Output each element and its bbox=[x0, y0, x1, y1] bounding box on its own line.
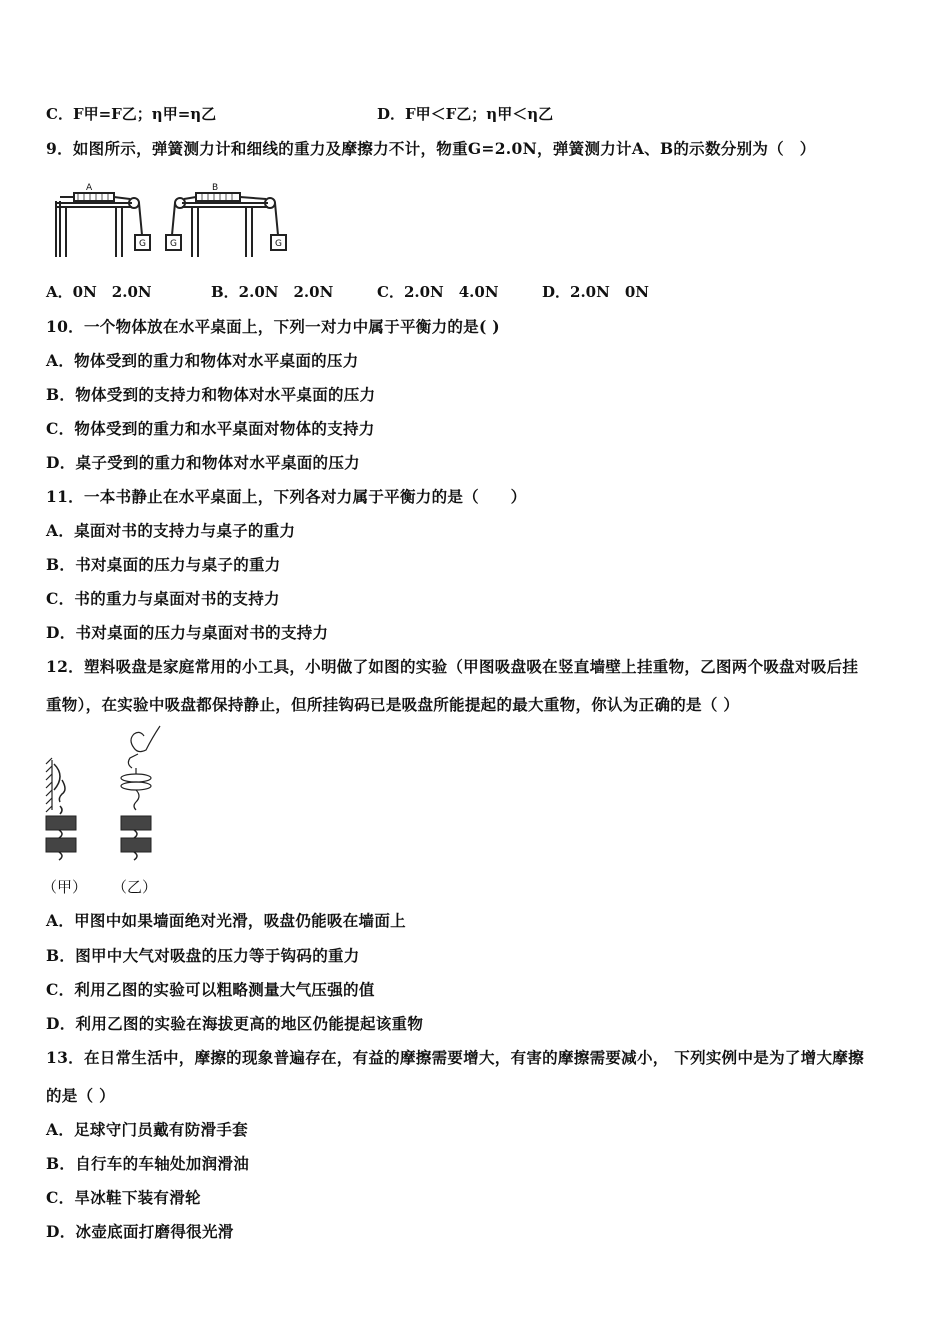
q12-option-a: A．甲图中如果墙面绝对光滑，吸盘仍能吸在墙面上 bbox=[46, 911, 406, 930]
q13-stem-line2: 的是（ ） bbox=[46, 1086, 115, 1105]
q10-option-b: B．物体受到的支持力和物体对水平桌面的压力 bbox=[46, 385, 376, 404]
q12-stem-line1: 12．塑料吸盘是家庭常用的小工具，小明做了如图的实验（甲图吸盘吸在竖直墙壁上挂重物，乙图两个吸盘对吸后挂 bbox=[46, 657, 859, 676]
q9-stem: 9．如图所示，弹簧测力计和细线的重力及摩擦力不计，物重G=2.0N，弹簧测力计A、B的示数分别为（ ） bbox=[46, 139, 816, 158]
q11-option-c: C．书的重力与桌面对书的支持力 bbox=[46, 589, 280, 608]
q13-option-c: C．旱冰鞋下装有滑轮 bbox=[46, 1188, 201, 1207]
q13-stem-line1: 13．在日常生活中，摩擦的现象普遍存在，有益的摩擦需要增大，有害的摩擦需要减小， 下列实例中是为了增大摩擦 bbox=[46, 1048, 864, 1067]
q9-label-b: B bbox=[212, 183, 219, 193]
q9-weight-label-2: G bbox=[170, 239, 177, 249]
q9-weight-label-3: G bbox=[275, 239, 282, 249]
q11-option-a: A．桌面对书的支持力与桌子的重力 bbox=[46, 521, 296, 540]
q8-option-c: C．F甲=F乙；η甲=η乙 bbox=[46, 105, 217, 123]
q12-stem-line2: 重物），在实验中吸盘都保持静止，但所挂钩码已是吸盘所能提起的最大重物，你认为正确的是（ ） bbox=[46, 695, 740, 714]
q12-caption-jia: （甲） bbox=[42, 878, 88, 896]
q13-option-a: A．足球守门员戴有防滑手套 bbox=[46, 1120, 248, 1139]
q10-option-a: A．物体受到的重力和物体对水平桌面的压力 bbox=[46, 351, 359, 370]
q9-weight-label-1: G bbox=[139, 239, 146, 249]
q9-option-a: A．0N 2.0N bbox=[46, 283, 152, 301]
q10-option-d: D．桌子受到的重力和物体对水平桌面的压力 bbox=[46, 453, 360, 472]
q11-option-b: B．书对桌面的压力与桌子的重力 bbox=[46, 555, 281, 574]
q12-suction-cup-figure bbox=[42, 724, 172, 864]
q9-option-b: B．2.0N 2.0N bbox=[211, 283, 334, 301]
q12-option-d: D．利用乙图的实验在海拔更高的地区仍能提起该重物 bbox=[46, 1014, 424, 1033]
q13-option-b: B．自行车的车轴处加润滑油 bbox=[46, 1154, 250, 1173]
q11-option-d: D．书对桌面的压力与桌面对书的支持力 bbox=[46, 623, 329, 642]
q10-stem: 10．一个物体放在水平桌面上，下列一对力中属于平衡力的是( ) bbox=[46, 317, 500, 336]
q9-label-a: A bbox=[86, 183, 93, 193]
q13-option-d: D．冰壶底面打磨得很光滑 bbox=[46, 1222, 234, 1241]
q11-stem: 11．一本书静止在水平桌面上，下列各对力属于平衡力的是（ ） bbox=[46, 487, 527, 506]
q12-option-c: C．利用乙图的实验可以粗略测量大气压强的值 bbox=[46, 980, 375, 999]
q12-option-b: B．图甲中大气对吸盘的压力等于钩码的重力 bbox=[46, 946, 360, 965]
q12-caption-yi: （乙） bbox=[112, 878, 158, 896]
q8-option-d: D．F甲＜F乙；η甲＜η乙 bbox=[377, 105, 554, 123]
q9-option-d: D．2.0N 0N bbox=[542, 283, 649, 301]
q9-option-c: C．2.0N 4.0N bbox=[377, 283, 499, 301]
q10-option-c: C．物体受到的重力和水平桌面对物体的支持力 bbox=[46, 419, 375, 438]
q9-spring-scale-figure bbox=[46, 179, 296, 257]
